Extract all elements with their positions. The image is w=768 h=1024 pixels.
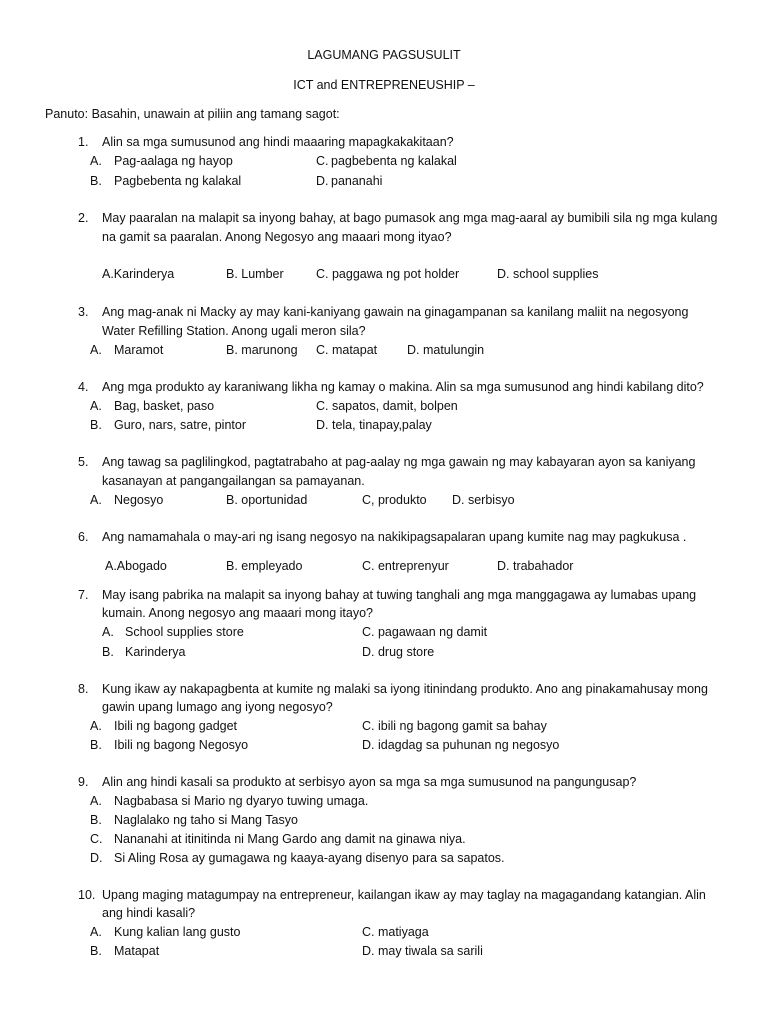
- choice-letter: B.: [90, 174, 102, 188]
- choice-text: pagbebenta ng kalakal: [331, 154, 457, 168]
- question-number: 5.: [78, 455, 89, 469]
- question-text: kumain. Anong negosyo ang maaari mong itayo?: [102, 606, 374, 620]
- question-number: 10.: [78, 888, 96, 902]
- choice-text: D. trabahador: [497, 559, 574, 573]
- choice-letter: C.: [316, 154, 329, 168]
- question-text: Ang mga produkto ay karaniwang likha ng kamay o makina. Alin sa mga sumusunod ang hindi kabilang dito?: [102, 380, 704, 394]
- choice-text: C. matiyaga: [362, 925, 429, 939]
- question-text: Ang mag-anak ni Macky ay may kani-kaniyang gawain na ginagampanan sa kanilang maliit na negosyong: [102, 305, 689, 319]
- question-text: gawin upang lumago ang iyong negosyo?: [102, 700, 333, 714]
- choice-text: Guro, nars, satre, pintor: [114, 418, 247, 432]
- choice-text: D. school supplies: [497, 267, 599, 281]
- question-number: 9.: [78, 775, 89, 789]
- choice-letter: A.: [102, 625, 114, 639]
- question-text: May isang pabrika na malapit sa inyong bahay at tuwing tanghali ang mga manggagawa ay lumabas upang: [102, 588, 697, 602]
- choice-letter: D.: [90, 851, 103, 865]
- exam-title: LAGUMANG PAGSUSULIT: [307, 48, 461, 62]
- choice-text: D. idagdag sa puhunan ng negosyo: [362, 738, 560, 752]
- choice-text: Nagbabasa si Mario ng dyaryo tuwing umaga.: [114, 794, 369, 808]
- choice-letter: B.: [90, 738, 102, 752]
- question-text: Alin sa mga sumusunod ang hindi maaaring mapagkakakitaan?: [102, 135, 454, 149]
- choice-text: Karinderya: [125, 645, 186, 659]
- question-text: Ang tawag sa paglilingkod, pagtatrabaho at pag-aalay ng mga gawain ng may kabayaran ayon sa kaniyang: [102, 455, 696, 469]
- choice-text: Si Aling Rosa ay gumagawa ng kaaya-ayang disenyo para sa sapatos.: [114, 851, 505, 865]
- choice-text: Ibili ng bagong gadget: [114, 719, 238, 733]
- choice-text: D. tela, tinapay,palay: [316, 418, 432, 432]
- question-number: 7.: [78, 588, 89, 602]
- choice-text: Bag, basket, paso: [114, 399, 215, 413]
- choice-text: Naglalako ng taho si Mang Tasyo: [114, 813, 298, 827]
- choice-text: C, produkto: [362, 493, 427, 507]
- choice-text: B. Lumber: [226, 267, 284, 281]
- choice-letter: B.: [90, 418, 102, 432]
- choice-letter: A.: [90, 343, 102, 357]
- choice-text: D. matulungin: [407, 343, 485, 357]
- choice-text: Pagbebenta ng kalakal: [114, 174, 242, 188]
- question-text: May paaralan na malapit sa inyong bahay, at bago pumasok ang mga mag-aaral ay bumibili sila ng mga kulang: [102, 211, 718, 225]
- choice-text: Maramot: [114, 343, 164, 357]
- choice-text: pananahi: [331, 174, 383, 188]
- choice-text: Negosyo: [114, 493, 164, 507]
- choice-text: B. oportunidad: [226, 493, 308, 507]
- choice-text: D. serbisyo: [452, 493, 515, 507]
- question-text: Kung ikaw ay nakapagbenta at kumite ng malaki sa iyong itinindang produkto. Ano ang pinakamahusay mong: [102, 682, 708, 696]
- choice-letter: A.: [90, 794, 102, 808]
- choice-letter: B.: [90, 813, 102, 827]
- choice-text: A.Karinderya: [102, 267, 175, 281]
- choice-text: D. may tiwala sa sarili: [362, 944, 483, 958]
- question-number: 6.: [78, 530, 89, 544]
- question-text: kasanayan at pangangailangan sa pamayanan.: [102, 474, 365, 488]
- choice-letter: A.: [90, 719, 102, 733]
- choice-text: School supplies store: [125, 625, 244, 639]
- choice-letter: B.: [102, 645, 114, 659]
- question-text: Alin ang hindi kasali sa produkto at serbisyo ayon sa mga sa mga sumusunod na pangungusap?: [102, 775, 637, 789]
- question-number: 3.: [78, 305, 89, 319]
- question-text: ang hindi kasali?: [102, 906, 196, 920]
- question-text: Upang maging matagumpay na entrepreneur, kailangan ikaw ay may taglay na magagandang katangian. Alin: [102, 888, 706, 902]
- choice-text: C. entreprenyur: [362, 559, 449, 573]
- choice-text: Matapat: [114, 944, 160, 958]
- choice-text: Nananahi at itinitinda ni Mang Gardo ang damit na ginawa niya.: [114, 832, 466, 846]
- choice-letter: D.: [316, 174, 329, 188]
- question-text: na gamit sa paaralan. Anong Negosyo ang maaari mong ityao?: [102, 230, 452, 244]
- choice-text: Ibili ng bagong Negosyo: [114, 738, 249, 752]
- choice-text: C. sapatos, damit, bolpen: [316, 399, 458, 413]
- question-text: Ang namamahala o may-ari ng isang negosyo na nakikipagsapalaran upang kumite nag may pagkukusa .: [102, 530, 687, 544]
- choice-text: Kung kalian lang gusto: [114, 925, 241, 939]
- choice-letter: A.: [90, 154, 102, 168]
- exam-subtitle: ICT and ENTREPRENEUSHIP –: [293, 78, 475, 92]
- choice-text: C. matapat: [316, 343, 378, 357]
- choice-text: C. ibili ng bagong gamit sa bahay: [362, 719, 547, 733]
- choice-text: C. pagawaan ng damit: [362, 625, 488, 639]
- question-number: 1.: [78, 135, 89, 149]
- question-text: Water Refilling Station. Anong ugali meron sila?: [102, 324, 366, 338]
- choice-letter: A.: [90, 493, 102, 507]
- choice-text: B. marunong: [226, 343, 298, 357]
- choice-text: Pag-aalaga ng hayop: [114, 154, 233, 168]
- choice-letter: A.: [90, 399, 102, 413]
- choice-text: B. empleyado: [226, 559, 303, 573]
- choice-letter: B.: [90, 944, 102, 958]
- choice-text: A.Abogado: [105, 559, 167, 573]
- question-number: 2.: [78, 211, 89, 225]
- choice-text: C. paggawa ng pot holder: [316, 267, 460, 281]
- question-number: 8.: [78, 682, 89, 696]
- question-number: 4.: [78, 380, 89, 394]
- choice-letter: C.: [90, 832, 103, 846]
- instructions: Panuto: Basahin, unawain at piliin ang tamang sagot:: [45, 107, 340, 121]
- choice-letter: A.: [90, 925, 102, 939]
- choice-text: D. drug store: [362, 645, 435, 659]
